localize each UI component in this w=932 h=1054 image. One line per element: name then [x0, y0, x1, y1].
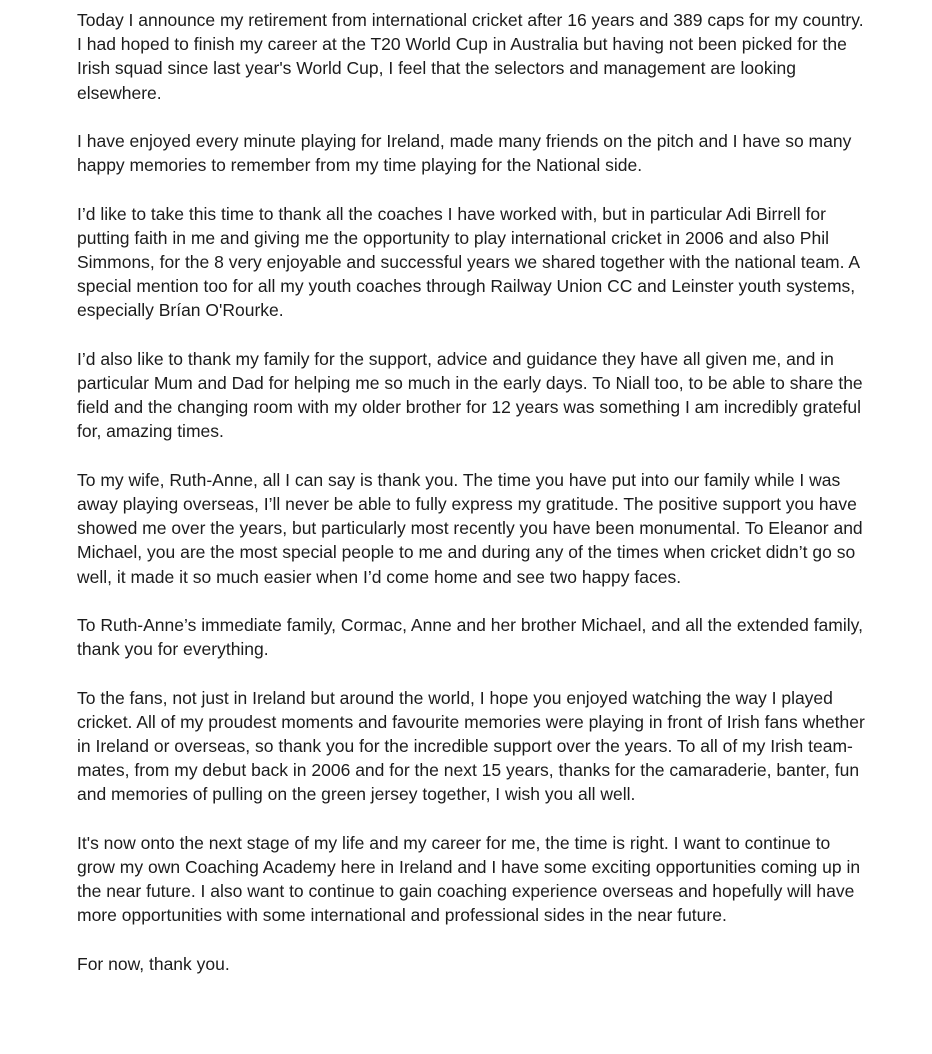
paragraph-closing: For now, thank you. — [77, 953, 230, 974]
paragraph-wife-children-thanks: To my wife, Ruth-Anne, all I can say is thank you. The time you have put into our family while I was away playing overseas, I’ll never be able to fully express my gratitude. The positive support you have showed me over the years, but particularly most recently you have been monumental. To Eleanor and Michael, you are the most special people to me and during any of the times when cricket didn’t go so well, it made it so much easier when I’d come home and see two happy faces. — [77, 469, 863, 587]
paragraph-next-stage: It's now onto the next stage of my life and my career for me, the time is right. I want to continue to grow my own Coaching Academy here in Ireland and I have some exciting opportunities coming up in the near future. I also want to continue to gain coaching experience overseas and hopefully will have more opportunities with some international and professional sides in the near future. — [77, 832, 861, 926]
paragraph-retirement-announcement: Today I announce my retirement from international cricket after 16 years and 389 caps for my country. I had hoped to finish my career at the T20 World Cup in Australia but having not been picked for the Irish squad since last year's World Cup, I feel that the selectors and management are looking elsewhere. — [77, 10, 864, 103]
paragraph-extended-family-thanks: To Ruth-Anne’s immediate family, Cormac, Anne and her brother Michael, and all the extended family, thank you for everything. — [77, 615, 863, 660]
paragraph-fans-teammates-thanks: To the fans, not just in Ireland but around the world, I hope you enjoyed watching the way I played cricket. All of my proudest moments and favourite memories were playing in front of Irish fans whether in Ireland or overseas, so thank you for the incredible support over the years. To all of my Irish team-mates, from my debut back in 2006 and for the next 15 years, thanks for the camaraderie, banter, fun and memories of pulling on the green jersey together, I wish you all well. — [77, 687, 865, 805]
retirement-statement — [77, 8, 867, 976]
paragraph-family-thanks: I’d also like to thank my family for the support, advice and guidance they have all given me, and in particular Mum and Dad for helping me so much in the early days. To Niall too, to be able to share the field and the changing room with my older brother for 12 years was something I am incredibly grateful for, amazing times. — [77, 348, 863, 442]
paragraph-ireland-memories: I have enjoyed every minute playing for Ireland, made many friends on the pitch and I have so many happy memories to remember from my time playing for the National side. — [77, 131, 852, 176]
paragraph-coaches-thanks: I’d like to take this time to thank all the coaches I have worked with, but in particular Adi Birrell for putting faith in me and giving me the opportunity to play international cricket in 2006 and also Phil Simmons, for the 8 very enjoyable and successful years we shared together with the national team. A special mention too for all my youth coaches through Railway Union CC and Leinster youth systems, especially Brían O'Rourke. — [77, 203, 860, 321]
